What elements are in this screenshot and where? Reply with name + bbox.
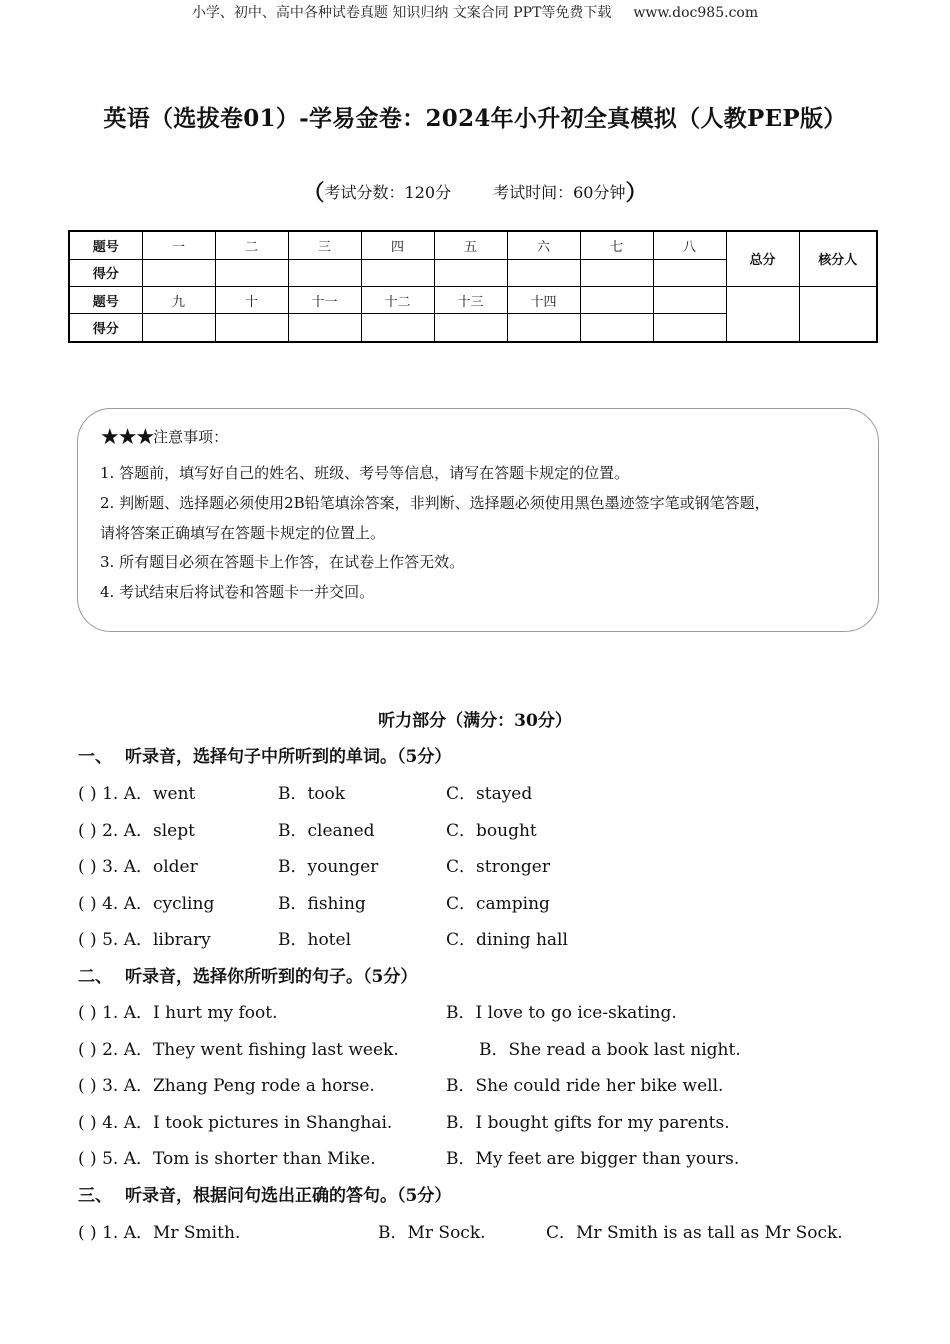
exam-info: [0, 176, 950, 207]
notice-line: 1. 答题前，填写好自己的姓名、班级、考号等信息，请写在答题卡规定的位置。: [100, 464, 630, 482]
option-b: B．hotel: [278, 930, 352, 950]
question-col: 二: [215, 231, 288, 259]
question-col: 十三: [434, 286, 507, 313]
info-close-paren: ）: [625, 180, 648, 206]
notice-box: [77, 408, 879, 632]
score-cell[interactable]: [653, 314, 726, 342]
part3-heading: [78, 1181, 451, 1206]
total-score-header: 总分: [726, 231, 799, 286]
option-b: B．younger: [278, 857, 379, 877]
option-a: ( ) 1. A．I hurt my foot.: [78, 1003, 278, 1023]
option-b: B．fishing: [278, 894, 366, 914]
option-b: B．I love to go ice-skating.: [446, 1003, 677, 1023]
question-col: 十: [215, 286, 288, 313]
table-row: [69, 286, 877, 313]
option-a: ( ) 4. A．cycling: [78, 894, 215, 914]
checker-cell[interactable]: [799, 286, 877, 342]
label-score: 得分: [69, 314, 142, 342]
table-row: [69, 231, 877, 259]
option-b: B．She read a book last night.: [479, 1040, 741, 1060]
score-cell[interactable]: [288, 259, 361, 286]
part2-number: 二、: [78, 967, 112, 987]
score-table: [68, 230, 878, 343]
option-a: ( ) 1. A．went: [78, 784, 196, 804]
exam-time: 考试时间：60分钟: [493, 183, 626, 202]
option-c: C．Mr Smith is as tall as Mr Sock.: [546, 1223, 843, 1243]
question-col: [580, 286, 653, 313]
option-b: B．took: [278, 784, 346, 804]
part3-number: 三、: [78, 1186, 112, 1206]
option-c: C．camping: [446, 894, 550, 914]
label-question-number: 题号: [69, 286, 142, 313]
question-col: 十四: [507, 286, 580, 313]
option-a: ( ) 4. A．I took pictures in Shanghai.: [78, 1113, 393, 1133]
option-b: B．cleaned: [278, 821, 375, 841]
option-a: ( ) 5. A．library: [78, 930, 211, 950]
option-c: C．dining hall: [446, 930, 568, 950]
score-cell[interactable]: [142, 259, 215, 286]
part1-heading: [78, 742, 451, 767]
part2-instruction: 听录音，选择你所听到的句子。（5分）: [125, 967, 418, 987]
option-a: ( ) 1. A．Mr Smith.: [78, 1223, 241, 1243]
option-c: C．stayed: [446, 784, 533, 804]
score-cell[interactable]: [361, 314, 434, 342]
question-col: 一: [142, 231, 215, 259]
option-a: ( ) 3. A．Zhang Peng rode a horse.: [78, 1076, 375, 1096]
question-col: 四: [361, 231, 434, 259]
exam-title: 英语（选拔卷01）-学易金卷：2024年小升初全真模拟（人教PEP版）: [103, 105, 847, 132]
checker-header: 核分人: [799, 231, 877, 286]
question-col: 八: [653, 231, 726, 259]
score-cell[interactable]: [434, 314, 507, 342]
info-open-paren: （: [302, 180, 325, 206]
option-a: ( ) 2. A．slept: [78, 821, 195, 841]
question-col: 九: [142, 286, 215, 313]
part1-instruction: 听录音，选择句子中所听到的单词。（5分）: [125, 747, 452, 767]
label-question-number: 题号: [69, 231, 142, 259]
notice-line: 3. 所有题目必须在答题卡上作答，在试卷上作答无效。: [100, 553, 465, 571]
option-b: B．I bought gifts for my parents.: [446, 1113, 730, 1133]
label-score: 得分: [69, 259, 142, 286]
star-icon: ★★★: [100, 425, 154, 450]
option-b: B．Mr Sock.: [378, 1223, 486, 1243]
banner-text: 小学、初中、高中各种试卷真题 知识归纳 文案合同 PPT等免费下载: [191, 5, 612, 21]
part3-instruction: 听录音，根据问句选出正确的答句。（5分）: [125, 1186, 452, 1206]
total-score-cell[interactable]: [726, 286, 799, 342]
notice-line: 请将答案正确填写在答题卡规定的位置上。: [100, 524, 386, 542]
exam-score: 考试分数：120分: [324, 183, 452, 202]
question-col: [653, 286, 726, 313]
notice-heading: [100, 425, 228, 450]
notice-line: 2. 判断题、选择题必须使用2B铅笔填涂答案，非判断、选择题必须使用黑色墨迹签字笔或钢笔答题，: [100, 494, 770, 512]
part2-heading: [78, 962, 417, 987]
question-col: 七: [580, 231, 653, 259]
score-cell[interactable]: [653, 259, 726, 286]
score-cell[interactable]: [215, 259, 288, 286]
option-a: ( ) 5. A．Tom is shorter than Mike.: [78, 1149, 376, 1169]
part1-number: 一、: [78, 747, 112, 767]
score-cell[interactable]: [288, 314, 361, 342]
option-c: C．stronger: [446, 857, 550, 877]
option-b: B．My feet are bigger than yours.: [446, 1149, 740, 1169]
listening-section-title: 听力部分（满分：30分）: [378, 711, 572, 731]
score-cell[interactable]: [507, 259, 580, 286]
score-cell[interactable]: [142, 314, 215, 342]
score-cell[interactable]: [361, 259, 434, 286]
score-cell[interactable]: [507, 314, 580, 342]
option-a: ( ) 3. A．older: [78, 857, 198, 877]
score-cell[interactable]: [580, 314, 653, 342]
option-a: ( ) 2. A．They went fishing last week.: [78, 1040, 399, 1060]
score-cell[interactable]: [580, 259, 653, 286]
question-col: 十一: [288, 286, 361, 313]
page-header-banner: [0, 2, 950, 22]
option-c: C．bought: [446, 821, 537, 841]
notice-line: 4. 考试结束后将试卷和答题卡一并交回。: [100, 583, 375, 601]
score-cell[interactable]: [434, 259, 507, 286]
score-cell[interactable]: [215, 314, 288, 342]
question-col: 三: [288, 231, 361, 259]
banner-url[interactable]: www.doc985.com: [633, 5, 759, 21]
notice-title: 注意事项：: [153, 428, 229, 446]
question-col: 十二: [361, 286, 434, 313]
question-col: 五: [434, 231, 507, 259]
option-b: B．She could ride her bike well.: [446, 1076, 724, 1096]
question-col: 六: [507, 231, 580, 259]
